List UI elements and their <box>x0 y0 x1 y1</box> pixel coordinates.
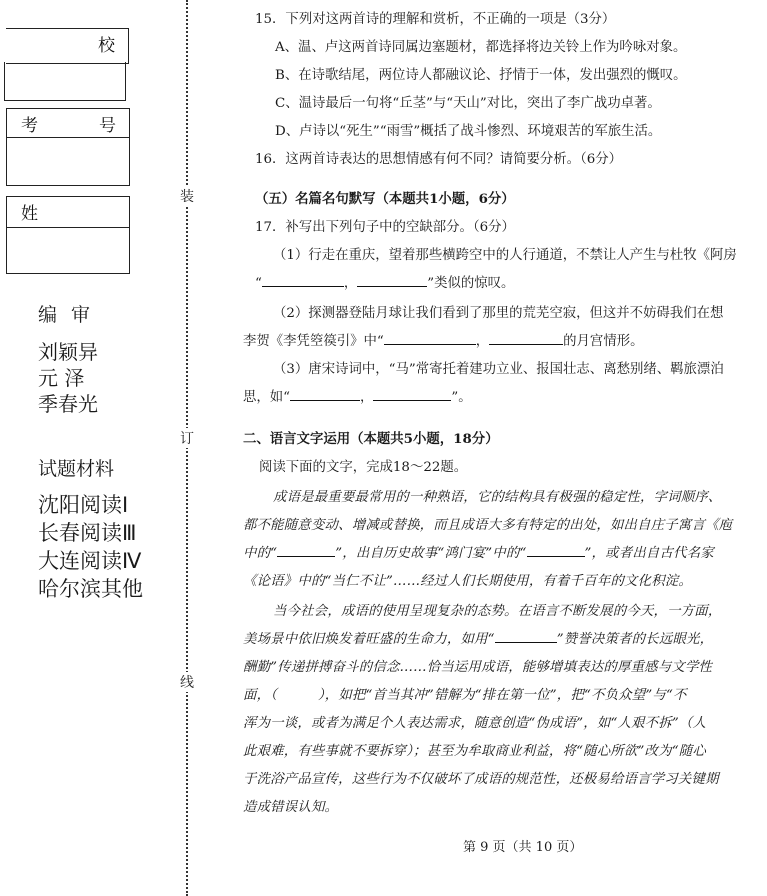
answer-blank[interactable] <box>495 630 557 643</box>
school-label: 校 <box>98 36 115 56</box>
page-number: 第 9 页（共 10 页） <box>463 840 583 855</box>
binding-mark-ding: 订 <box>178 428 196 448</box>
answer-blank[interactable] <box>262 274 344 287</box>
part-2-intro: 阅读下面的文字，完成18～22题。 <box>259 460 468 475</box>
quote-open: “ <box>255 276 262 291</box>
materials-block <box>38 454 143 603</box>
material-item: 沈阳阅读Ⅰ <box>38 493 129 517</box>
question-17-item-2-blanks <box>243 330 644 349</box>
essay-line: 酬勤”传递拼搏奋斗的信念……恰当运用成语，能够增填表达的厚重感与文学性 <box>243 660 713 675</box>
essay-line: 成语是最重要最常用的一种熟语，它的结构具有极强的稳定性，字词顺序、 <box>273 490 722 505</box>
essay-fragment: ”，或者出自古代名家 <box>584 546 714 561</box>
essay-line: 当今社会，成语的使用呈现复杂的态势。在语言不断发展的今天，一方面， <box>273 604 722 619</box>
essay-line: 浑为一谈，或者为满足个人表达需求，随意创造“伪成语”，如“人艰不拆”（人 <box>243 716 707 731</box>
essay-fragment: ”赞誉决策者的长远眼光， <box>556 632 714 647</box>
item-1-ending: ”类似的惊叹。 <box>427 276 515 291</box>
item-2-prefix: 李贺《李凭箜篌引》中“ <box>243 334 384 349</box>
field-divider <box>7 137 129 138</box>
answer-blank[interactable] <box>489 332 563 345</box>
answer-blank[interactable] <box>384 332 476 345</box>
exam-number-label-2: 号 <box>99 116 116 136</box>
answer-blank[interactable] <box>357 274 427 287</box>
question-17-item-1: （1）行走在重庆，望着那些横跨空中的人行通道，不禁让人产生与杜牧《阿房 <box>273 248 737 263</box>
question-17-item-3-blanks <box>243 386 472 405</box>
school-field-bottom <box>4 62 126 101</box>
essay-line-with-blank <box>243 628 713 647</box>
essay-line: 造成错误认知。 <box>243 800 339 815</box>
essay-line: 此艰难，有些事就不要拆穿）；甚至为牟取商业利益，将“随心所欲”改为“随心 <box>243 744 706 759</box>
comma: ， <box>343 276 358 291</box>
material-item: 长春阅读Ⅲ <box>38 521 137 545</box>
material-item: 哈尔滨其他 <box>38 577 143 601</box>
question-17-item-3: （3）唐宋诗词中，“马”常寄托着建功立业、报国壮志、离愁别绪、羁旅漂泊 <box>273 362 724 377</box>
question-15-option-b: B、在诗歌结尾，两位诗人都融议论、抒情于一体，发出强烈的慨叹。 <box>275 68 687 83</box>
school-field <box>6 28 129 64</box>
field-divider <box>7 227 129 228</box>
essay-line: 《论语》中的“当仁不让”……经过人们长期使用，有着千百年的文化积淀。 <box>243 574 692 589</box>
essay-line: 面，（ ），如把“首当其冲”错解为“排在第一位”，把“不负众望”与“不 <box>243 688 687 703</box>
binding-mark-zhuang: 装 <box>178 186 196 206</box>
editors-block <box>38 300 104 417</box>
name-field <box>6 196 130 274</box>
essay-line: 都不能随意变动、增减或替换，而且成语大多有特定的出处，如出自庄子寓言《庖 <box>243 518 733 533</box>
essay-line: 于洗浴产品宣传，这些行为不仅破坏了成语的规范性，还极易给语言学习关键期 <box>243 772 719 787</box>
answer-blank[interactable] <box>290 388 360 401</box>
item-3-ending: ”。 <box>451 390 472 405</box>
exam-number-label-1: 考 <box>21 116 38 136</box>
binding-mark-xian: 线 <box>178 672 196 692</box>
part-2-title: 二、语言文字运用（本题共5小题，18分） <box>243 431 499 447</box>
editor-name: 元 泽 <box>38 366 85 390</box>
materials-title: 试题材料 <box>38 458 115 480</box>
binding-dotted-line <box>186 0 188 896</box>
question-15-stem: 15．下列对这两首诗的理解和赏析，不正确的一项是（3分） <box>255 12 616 27</box>
question-17-item-2: （2）探测器登陆月球让我们看到了那里的荒芜空寂，但这并不妨碍我们在想 <box>273 306 724 321</box>
item-3-prefix: 思，如“ <box>243 390 291 405</box>
question-15-option-c: C、温诗最后一句将“丘茎”与“天山”对比，突出了李广战功卓著。 <box>275 96 661 111</box>
name-label: 姓 <box>21 204 38 224</box>
material-item: 大连阅读Ⅳ <box>38 549 142 573</box>
student-info-panel <box>0 0 180 896</box>
question-16-stem: 16．这两首诗表达的思想情感有何不同？请简要分析。（6分） <box>255 152 623 167</box>
answer-blank[interactable] <box>527 544 585 557</box>
editor-name: 季春光 <box>38 392 98 416</box>
question-17-stem: 17．补写出下列句子中的空缺部分。（6分） <box>255 220 515 235</box>
essay-fragment: 美场景中依旧焕发着旺盛的生命力，如用“ <box>243 632 495 647</box>
essay-fragment: 中的“ <box>243 546 278 561</box>
exam-number-field <box>6 108 130 186</box>
section-5-title: （五）名篇名句默写（本题共1小题，6分） <box>255 191 515 207</box>
answer-blank[interactable] <box>373 388 451 401</box>
question-17-item-1-blanks <box>255 272 514 291</box>
question-15-option-d: D、卢诗以“死生”“雨雪”概括了战斗惨烈、环境艰苦的军旅生活。 <box>275 124 662 139</box>
question-15-option-a: A、温、卢这两首诗同属边塞题材，都选择将边关铃上作为吟咏对象。 <box>275 40 687 55</box>
comma: ， <box>360 390 374 405</box>
editors-title: 编审 <box>38 304 105 326</box>
answer-blank[interactable] <box>277 544 335 557</box>
essay-fragment: ”，出自历史故事“鸿门宴”中的“ <box>335 546 527 561</box>
item-2-ending: 的月宫情形。 <box>563 334 644 349</box>
comma: ， <box>475 334 490 349</box>
essay-line-with-blanks <box>243 542 714 561</box>
editor-name: 刘颖异 <box>38 340 98 364</box>
